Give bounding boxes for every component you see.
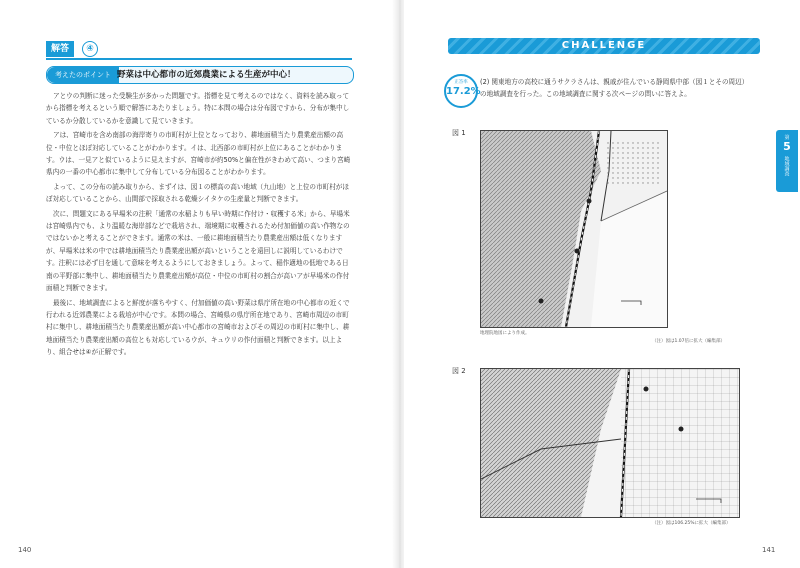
page-number-left: 140 [18,546,32,554]
correct-rate-badge [444,74,481,108]
side-tab-name: 地域調査 [783,156,790,176]
side-tab-number: 5 [783,140,791,153]
paragraph: 次に、問題文にある早場米の注釈「通常の水稲よりも早い時期に作付け・収穫する米」から、早場米は宮崎県内でも、より温暖な海岸部などで栽培され、端境期に収穫されるため付加価値の高い作物なのではないかと考えることができます。通常の米は、一般に耕地面積当たり農業産出額は低くなりますが、早場米は米の中では耕地面積当たり農業産出額が高いということを遠回しに説明しているわけです。注釈には必ず目を通して意味を考えるようにしておきましょう。よって、稲作適地の低地である日南の平野部に集中し、耕地面積当たり農業産出額が高位・中位の市町村の割合が高いアが早場米の作付面積と判断できます。 [46,209,350,293]
page-number-right: 141 [762,546,776,554]
figure2-scale-note: （注）図は106.25%に拡大（編集部） [652,521,731,526]
side-tab-chapter: 第 [784,135,790,141]
answer-explanation [46,90,352,361]
point-header [46,66,354,84]
figure1-label: 図 1 [452,129,466,137]
point-label: 考えたのポイント [47,67,119,83]
paragraph: よって、この分布の読み取りから、まずイは、図１の標高の高い地域（九山地）と上位の市町村がほぼ対応していることから、山間部で採取される乾燥シイタケの生産量と判断できます。 [46,182,349,204]
challenge-banner: CHALLENGE [448,38,760,54]
correct-rate-value: 17.2% [446,86,481,97]
right-page [404,0,800,568]
left-page [0,0,396,568]
answer-label: 解答 [46,41,74,57]
question-text: (2) 関東地方の高校に通うサクラさんは、親戚が住んでいる静岡県中部（図１とその周辺）の地域調査を行った。この地域調査に関する次ページの問いに答えよ。 [480,78,749,98]
figure1-topographic-map [480,130,668,328]
answer-value: ④ [82,41,98,57]
paragraph: アとウの判断に迷った受験生が多かった問題です。指標を見て考えるのではなく、資料を読み取ってから指標を考えるという順で解答にあたりましょう。特に本問の場合は分布図ですから、分布が集中しているか分散しているかを意識して見ていきます。 [46,92,350,125]
point-text: 野菜は中心都市の近郊農業による生産が中心！ [117,70,296,80]
chapter-side-tab [776,130,798,192]
figure2-label: 図 2 [452,367,466,375]
figure1-scale-note: （注）図は1.07倍に拡大（編集部） [652,339,726,344]
answer-header [46,40,352,60]
correct-rate-label: 正答率 [454,80,468,85]
figure2-topographic-map [480,368,740,518]
figure1-note: 地理院地図により作成。 [480,331,530,336]
paragraph: アは、宮崎市を含め南部の海岸寄りの市町村が上位となっており、耕地面積当たり農業産出額の高位・中位とほぼ対応していることがわかります。イは、北西部の市町村が上位にあることがわかります。ウは、一見アと似ているように見えますが、宮崎市が約50%と偏在性がきわめて高い、つまり宮崎県内の一番の中心都市に集中して分布している分布図ることがわかります。 [46,131,351,177]
paragraph: 最後に、地域調査によると鮮度が落ちやすく、付加価値の高い野菜は県庁所在地の中心都市の近くで行われる近郊農業による栽培が中心です。本問の場合、宮崎県の県庁所在地であり、宮崎市周辺の市町村に集中し、耕地面積当たり農業産出額が高い中心都市の宮崎市およびその周辺の市町村に集中し、耕地面積当たり農業産出額の高位とも対応しているウが、キュウリの作付面積と判断できます。以上より、組合せは④が正解です。 [46,298,350,357]
